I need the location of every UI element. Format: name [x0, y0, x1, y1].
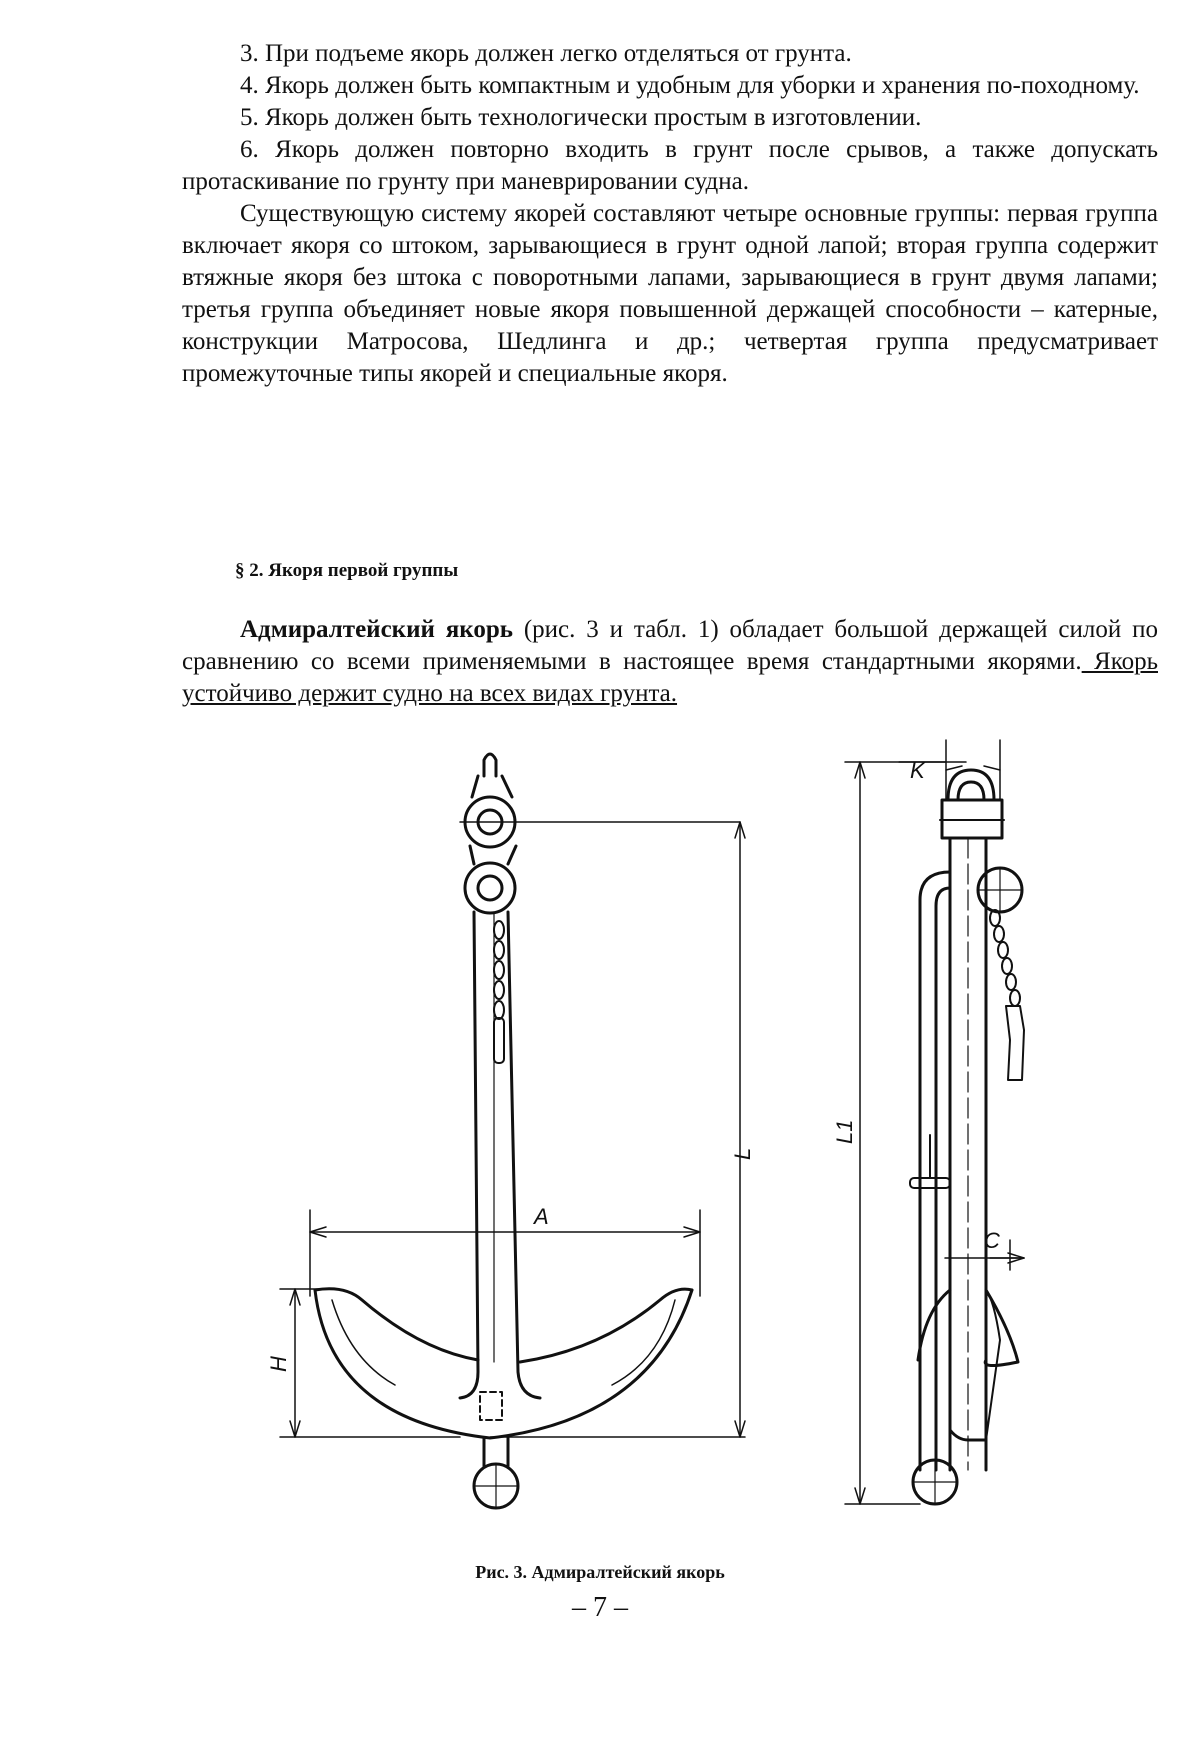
intro-underlined-text: Якорь устойчиво держит судно на всех видах грунта. — [182, 648, 1158, 707]
dimension-label-h: H — [266, 1356, 291, 1372]
dimension-label-l1: L1 — [832, 1119, 857, 1144]
paragraph-anchor-groups: Существующую систему якорей составляют четыре основные группы: первая группа включает якоря со штоком, зарывающиеся в грунт одной лапой; вторая группа содержит втяжные якоря без штока с поворотными лапами, зарывающиеся в грунт двумя лапами; третья группа объединяет новые якоря повышенной держащей способности – катерные, конструкции Матросова, Шедлинга и др.; четвертая группа предусматривает промежуточные типы якорей и специальные якоря. — [182, 200, 1158, 387]
paragraph-requirement-6: 6. Якорь должен повторно входить в грунт после срывов, а также допускать протаскивание по грунту при маневрировании судна. — [182, 136, 1158, 195]
paragraph-requirement-3: 3. При подъеме якорь должен легко отделяться от грунта. — [240, 40, 852, 67]
dimension-label-k: K — [910, 758, 925, 783]
intro-text: (рис. 3 и табл. 1) обладает большой держащей силой по сравнению со всеми применяемыми в настоящее время стандартными якорями. — [182, 616, 1158, 675]
dimension-label-a: A — [534, 1204, 549, 1229]
intro-term: Адмиралтейский якорь — [240, 616, 513, 643]
section-heading: § 2. Якоря первой группы — [235, 560, 459, 581]
page-number: – 7 – — [572, 1592, 628, 1623]
paragraph-requirement-5: 5. Якорь должен быть технологически простым в изготовлении. — [240, 104, 922, 131]
anchor-front-view — [315, 754, 692, 1508]
paragraph-requirement-4: 4. Якорь должен быть компактным и удобным для уборки и хранения по-походному. — [240, 72, 1140, 99]
figure-caption: Рис. 3. Адмиралтейский якорь — [475, 1562, 725, 1582]
anchor-side-view — [910, 770, 1024, 1504]
dimension-label-l: L — [730, 1147, 755, 1160]
dimension-label-c: C — [984, 1228, 1000, 1253]
